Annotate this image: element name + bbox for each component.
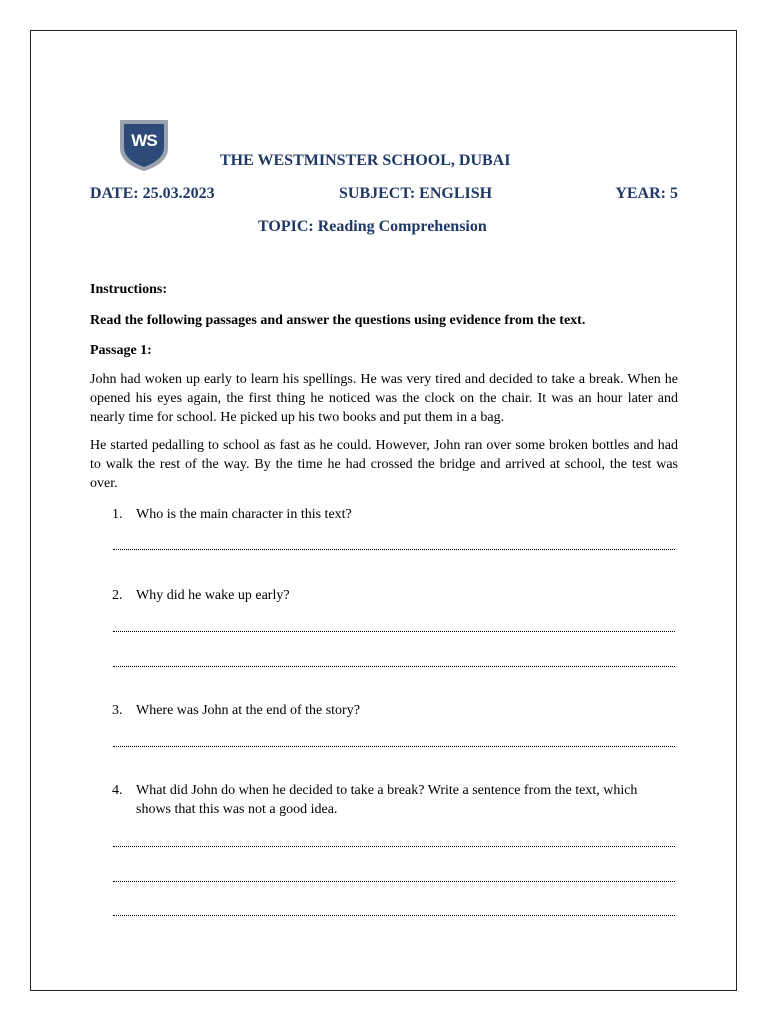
question-number: 4. [112,783,123,798]
answer-line[interactable] [113,846,675,847]
passage-title: Passage 1: [90,343,152,358]
instructions-text: Read the following passages and answer the questions using evidence from the text. [90,313,586,328]
question-number: 1. [112,507,123,522]
answer-line[interactable] [113,881,675,882]
question-text: Why did he wake up early? [136,588,290,603]
passage-paragraph: He started pedalling to school as fast as he could. However, John ran over some broken bottles and had to walk the rest of the way. By the time he had crossed the bridge and arrived at school, the test was over. [90,438,678,491]
answer-line[interactable] [113,631,675,632]
year-label: YEAR: 5 [615,185,678,202]
logo-text: WS [131,131,157,150]
question-text: Who is the main character in this text? [136,507,352,522]
answer-line[interactable] [113,549,675,550]
question-text: Where was John at the end of the story? [136,703,360,718]
answer-line[interactable] [113,746,675,747]
instructions-title: Instructions: [90,282,168,297]
subject-label: SUBJECT: ENGLISH [339,185,493,202]
question-number: 2. [112,588,123,603]
answer-line[interactable] [113,666,675,667]
question-text: What did John do when he decided to take a break? Write a sentence from the text, which shows that this was not a good idea. [136,783,638,817]
answer-line[interactable] [113,915,675,916]
school-name: THE WESTMINSTER SCHOOL, DUBAI [220,152,511,169]
passage-paragraph: John had woken up early to learn his spellings. He was very tired and decided to take a break. When he opened his eyes again, the first thing he noticed was the clock on the chair. It was an hour later and nearly time for school. He picked up his two books and put them in a bag. [90,372,678,425]
topic-label: TOPIC: Reading Comprehension [258,218,487,235]
school-logo [117,118,171,172]
date-label: DATE: 25.03.2023 [90,185,215,202]
question-number: 3. [112,703,123,718]
